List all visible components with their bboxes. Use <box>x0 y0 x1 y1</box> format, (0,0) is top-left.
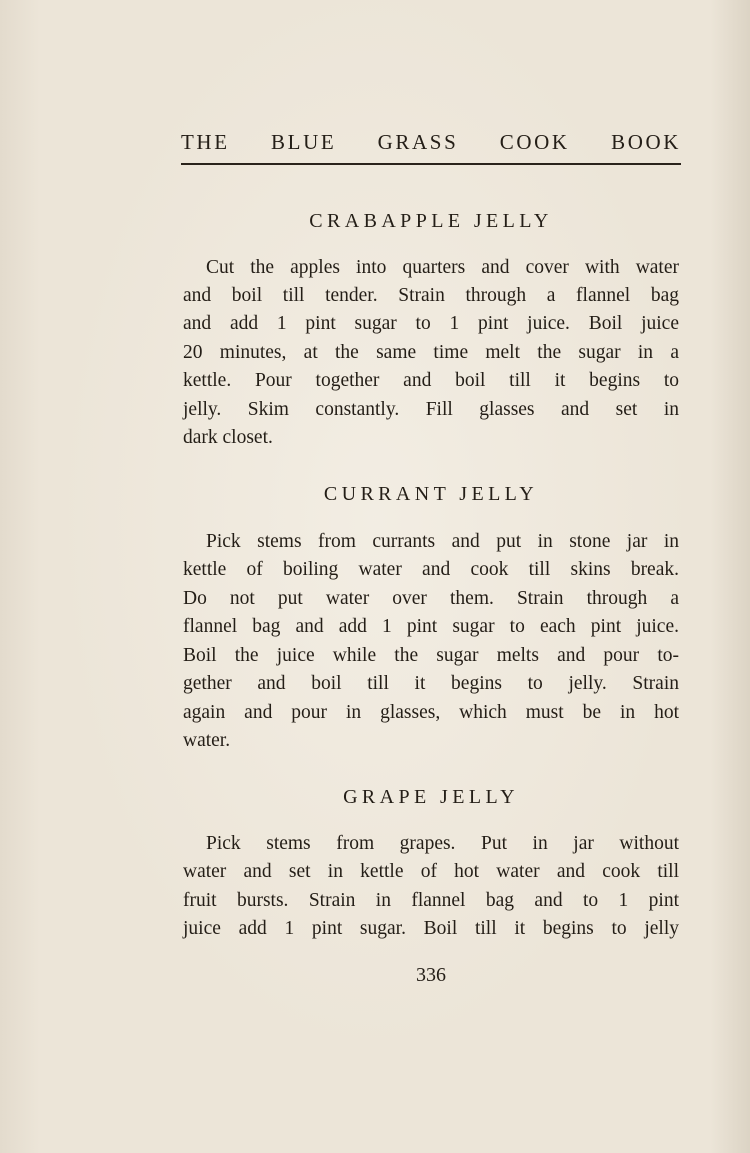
text-line: water and set in kettle of hot water and cook till <box>183 861 679 882</box>
text-line: again and pour in glasses, which must be in hot <box>183 702 679 723</box>
header-rule <box>181 163 681 165</box>
text-line: dark closet. <box>183 427 273 448</box>
text-line: gether and boil till it begins to jelly. Strain <box>183 673 679 694</box>
section-title: GRAPE JELLY <box>343 786 519 808</box>
text-line: water. <box>183 730 231 751</box>
text-line: Pick stems from currants and put in stone jar in <box>206 531 679 552</box>
text-line: Cut the apples into quarters and cover with water <box>206 257 679 278</box>
section-title: CURRANT JELLY <box>323 483 539 505</box>
text-line: juice add 1 pint sugar. Boil till it begins to jelly <box>183 918 679 939</box>
page-number: 336 <box>416 964 446 986</box>
text-line: and add 1 pint sugar to 1 pint juice. Boil juice <box>183 313 679 334</box>
text-line: 20 minutes, at the same time melt the sugar in a <box>183 342 679 363</box>
text-line: and boil till tender. Strain through a flannel bag <box>183 285 679 306</box>
text-line: Boil the juice while the sugar melts and pour to- <box>183 645 679 666</box>
text-line: jelly. Skim constantly. Fill glasses and set in <box>183 399 679 420</box>
text-line: kettle. Pour together and boil till it begins to <box>183 370 679 391</box>
text-line: fruit bursts. Strain in flannel bag and to 1 pint <box>183 890 679 911</box>
text-line: Pick stems from grapes. Put in jar without <box>206 833 679 854</box>
section-title: CRABAPPLE JELLY <box>309 210 553 232</box>
text-line: flannel bag and add 1 pint sugar to each pint juice. <box>183 616 679 637</box>
text-line: kettle of boiling water and cook till skins break. <box>183 559 679 580</box>
text-line: Do not put water over them. Strain through a <box>183 588 679 609</box>
running-head: THE BLUE GRASS COOK BOOK <box>181 130 681 154</box>
